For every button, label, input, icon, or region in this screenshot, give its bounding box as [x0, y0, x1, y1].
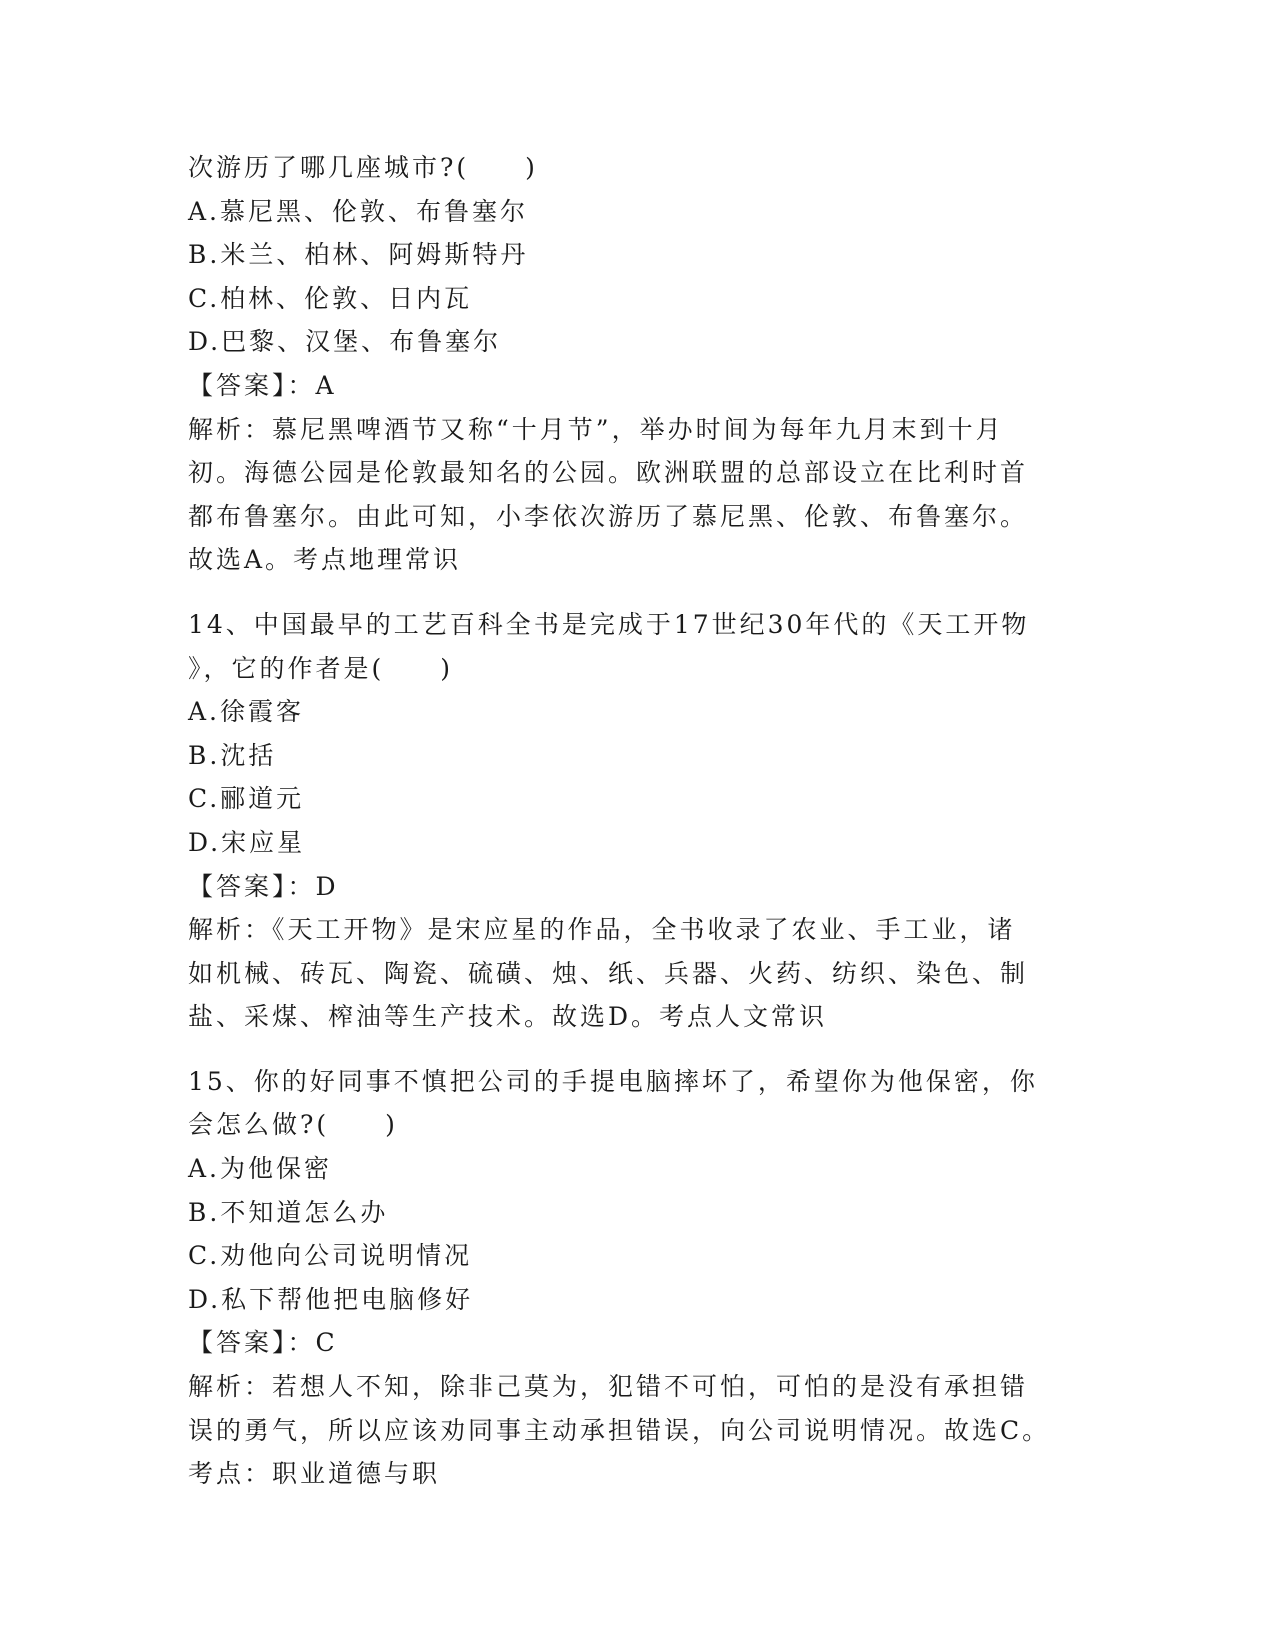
question-14-explanation-line: 如机械、砖瓦、陶瓷、硫磺、烛、纸、兵器、火药、纺织、染色、制: [188, 958, 1029, 988]
question-15-explanation-line: 考点：职业道德与职: [188, 1459, 441, 1489]
question-15-stem-line: 会怎么做?( ): [188, 1110, 398, 1140]
question-13-option-a: A.慕尼黑、伦敦、布鲁塞尔: [188, 196, 529, 226]
question-14-stem-line: 》，它的作者是( ): [188, 653, 454, 683]
question-14-stem-line: 14、中国最早的工艺百科全书是完成于17世纪30年代的《天工开物: [188, 609, 1030, 639]
question-15-stem-line: 15、你的好同事不慎把公司的手提电脑摔坏了，希望你为他保密，你: [188, 1066, 1038, 1096]
question-14-option-a: A.徐霞客: [188, 697, 305, 727]
question-14-explanation-line: 盐、采煤、榨油等生产技术。故选D。考点人文常识: [188, 1002, 828, 1032]
question-13-stem: 次游历了哪几座城市?( ): [188, 153, 538, 182]
question-15-explanation-line: 解析：若想人不知，除非己莫为，犯错不可怕，可怕的是没有承担错: [188, 1372, 1029, 1402]
question-13-option-d: D.巴黎、汉堡、布鲁塞尔: [188, 327, 502, 357]
question-15-explanation-line: 误的勇气，所以应该劝同事主动承担错误，向公司说明情况。故选C。: [188, 1415, 1051, 1445]
question-13-answer: 【答案】：A: [188, 370, 337, 400]
question-14-explanation-line: 解析：《天工开物》是宋应星的作品，全书收录了农业、手工业，诸: [188, 915, 1016, 945]
question-13-option-c: C.柏林、伦敦、日内瓦: [188, 283, 473, 313]
question-15-answer: 【答案】：C: [188, 1328, 338, 1358]
document-content: [188, 146, 1068, 1496]
question-14-option-b: B.沈括: [188, 740, 277, 770]
question-14: [188, 603, 1068, 1039]
question-13-explanation-line: 故选A。考点地理常识: [188, 545, 462, 575]
question-13-explanation-line: 解析：慕尼黑啤酒节又称“十月节”，举办时间为每年九月末到十月: [188, 414, 1004, 444]
question-15-option-a: A.为他保密: [188, 1154, 333, 1184]
question-15-option-d: D.私下帮他把电脑修好: [188, 1284, 474, 1314]
question-15-option-c: C.劝他向公司说明情况: [188, 1241, 473, 1271]
question-13-explanation-line: 初。海德公园是伦敦最知名的公园。欧洲联盟的总部设立在比利时首: [188, 458, 1029, 488]
question-13: [188, 146, 1068, 582]
question-15-option-b: B.不知道怎么办: [188, 1197, 389, 1227]
question-14-option-c: C.郦道元: [188, 784, 305, 814]
question-13-option-b: B.米兰、柏林、阿姆斯特丹: [188, 240, 529, 270]
question-14-answer: 【答案】：D: [188, 871, 339, 901]
question-gap: [188, 582, 1068, 603]
question-14-option-d: D.宋应星: [188, 827, 306, 857]
question-gap: [188, 1039, 1068, 1060]
question-13-explanation-line: 都布鲁塞尔。由此可知，小李依次游历了慕尼黑、伦敦、布鲁塞尔。: [188, 501, 1029, 531]
question-15: [188, 1060, 1068, 1496]
